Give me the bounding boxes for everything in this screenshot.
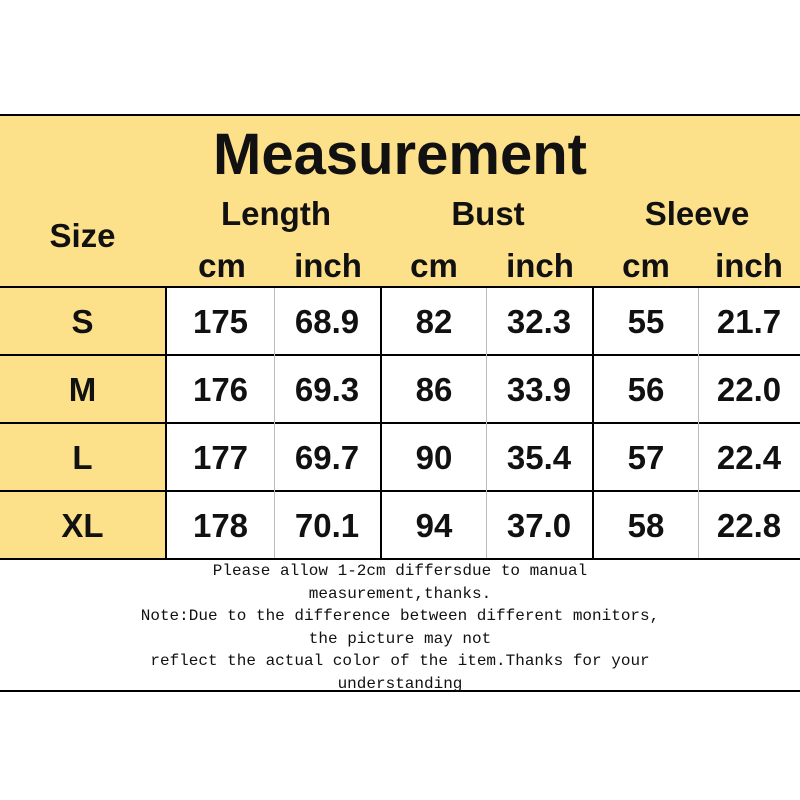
sleeve-cm-cell: 56 <box>594 356 698 424</box>
length-inch-cell: 70.1 <box>274 492 380 560</box>
note-line: the picture may not <box>308 629 492 648</box>
column-divider <box>380 288 382 558</box>
bust-cm-cell: 86 <box>382 356 486 424</box>
size-cell: M <box>0 356 167 424</box>
sleeve-inch-cell: 22.0 <box>698 356 800 424</box>
sleeve-cm-cell: 58 <box>594 492 698 560</box>
size-cell: L <box>0 424 167 492</box>
table-row <box>0 356 800 424</box>
sleeve-inch-cell: 22.8 <box>698 492 800 560</box>
bust-cm-header: cm <box>410 247 458 284</box>
size-cell: XL <box>0 492 167 560</box>
bust-inch-cell: 37.0 <box>486 492 592 560</box>
subcolumn-divider <box>486 288 487 558</box>
subcolumn-divider <box>698 288 699 558</box>
column-divider <box>592 288 594 558</box>
note-line: reflect the actual color of the item.Thanks for your <box>150 652 650 670</box>
length-inch-header: inch <box>294 247 362 284</box>
size-column-header: Size <box>49 217 116 254</box>
bust-cm-cell: 90 <box>382 424 486 492</box>
size-chart <box>0 114 800 692</box>
length-inch-cell: 69.7 <box>274 424 380 492</box>
table-row <box>0 492 800 560</box>
sleeve-cm-cell: 57 <box>594 424 698 492</box>
note-line: measurement,thanks. <box>308 584 492 603</box>
length-cm-cell: 175 <box>167 288 274 356</box>
length-cm-cell: 178 <box>167 492 274 560</box>
chart-title: Measurement <box>213 122 587 187</box>
chart-header <box>0 116 800 288</box>
sleeve-cm-header: cm <box>622 247 670 284</box>
bust-inch-cell: 32.3 <box>486 288 592 356</box>
length-header: Length <box>221 195 331 232</box>
sleeve-header: Sleeve <box>644 195 750 232</box>
bust-inch-cell: 33.9 <box>486 356 592 424</box>
bust-cm-cell: 82 <box>382 288 486 356</box>
length-cm-cell: 177 <box>167 424 274 492</box>
length-inch-cell: 69.3 <box>274 356 380 424</box>
length-cm-header: cm <box>198 247 246 284</box>
sleeve-inch-header: inch <box>715 247 783 284</box>
sleeve-inch-cell: 22.4 <box>698 424 800 492</box>
note-line: Please allow 1-2cm differsdue to manual <box>212 562 588 580</box>
sleeve-cm-cell: 55 <box>594 288 698 356</box>
bust-inch-header: inch <box>506 247 574 284</box>
length-inch-cell: 68.9 <box>274 288 380 356</box>
table-row <box>0 424 800 492</box>
bust-inch-cell: 35.4 <box>486 424 592 492</box>
sleeve-inch-cell: 21.7 <box>698 288 800 356</box>
subcolumn-divider <box>274 288 275 558</box>
size-cell: S <box>0 288 167 356</box>
bust-header: Bust <box>451 195 525 232</box>
length-cm-cell: 176 <box>167 356 274 424</box>
note-line: understanding <box>337 674 463 693</box>
table-row <box>0 288 800 356</box>
measurement-note <box>0 560 800 693</box>
note-line: Note:Due to the difference between different monitors, <box>140 607 660 625</box>
bust-cm-cell: 94 <box>382 492 486 560</box>
